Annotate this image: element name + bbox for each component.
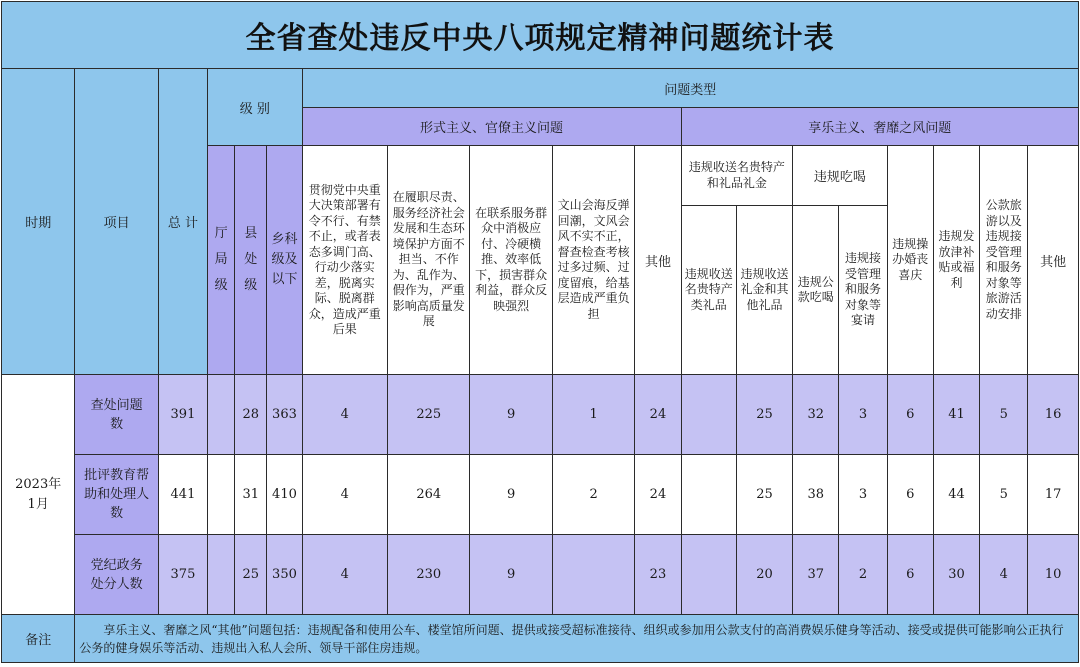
- cell-f3: 9: [470, 535, 552, 615]
- cell-h1: [681, 535, 736, 615]
- table-title: 全省查处违反中央八项规定精神问题统计表: [2, 2, 1079, 69]
- cell-h8: 17: [1028, 455, 1079, 535]
- header-formalism-col-3: 在联系服务群众中消极应付、冷硬横推、效率低下，损害群众利益，群众反映强烈: [470, 146, 552, 375]
- note-text: [75, 615, 1079, 663]
- header-hedonism-col-travel: 公款旅游以及违规接受管理和服务对象等旅游活动安排: [980, 146, 1028, 375]
- cell-h2: 20: [736, 535, 792, 615]
- header-hedonism-col-wedding: 违规操办婚丧喜庆: [887, 146, 933, 375]
- cell-xian: 28: [235, 375, 267, 455]
- cell-h3: 32: [793, 375, 839, 455]
- header-hedonism-group: 享乐主义、奢靡之风问题: [681, 108, 1078, 146]
- table-row: [2, 535, 1079, 615]
- cell-xian: 31: [235, 455, 267, 535]
- note-text-content: 享乐主义、奢靡之风“其他”问题包括：违规配备和使用公车、楼堂馆所问题、提供或接受超标准接待、组织或参加用公款支付的高消费娱乐健身等活动、接受或提供可能影响公正执行公务的健身娱乐等活动、违规出入私人会所、领导干部住房违规。: [79, 622, 1064, 655]
- cell-h5: 6: [887, 375, 933, 455]
- cell-f3: 9: [470, 455, 552, 535]
- cell-f2: 264: [388, 455, 470, 535]
- cell-h2: 25: [736, 375, 792, 455]
- cell-f4: 2: [552, 455, 634, 535]
- cell-f3: 9: [470, 375, 552, 455]
- cell-total: 441: [158, 455, 207, 535]
- header-gift-col-1: 违规收送名贵特产类礼品: [681, 206, 736, 375]
- cell-h4: 3: [839, 375, 887, 455]
- row-label-text: 党纪政务处分人数: [90, 557, 143, 592]
- header-level: 级 别: [208, 69, 302, 146]
- header-level-ting: [208, 146, 235, 375]
- header-dining-col-2: 违规接受管理和服务对象等宴请: [839, 206, 887, 375]
- cell-h7: 5: [980, 455, 1028, 535]
- cell-xiang: 363: [267, 375, 302, 455]
- cell-h4: 2: [839, 535, 887, 615]
- cell-h5: 6: [887, 535, 933, 615]
- cell-h6: 41: [933, 375, 979, 455]
- cell-f4: 1: [552, 375, 634, 455]
- cell-xiang: 410: [267, 455, 302, 535]
- header-formalism-group: 形式主义、官僚主义问题: [302, 108, 681, 146]
- cell-h6: 44: [933, 455, 979, 535]
- cell-f5: 23: [635, 535, 681, 615]
- cell-f1: 4: [302, 455, 387, 535]
- header-period: 时期: [2, 69, 75, 375]
- cell-f2: 225: [388, 375, 470, 455]
- cell-f4: [552, 535, 634, 615]
- cell-h3: 37: [793, 535, 839, 615]
- cell-f2: 230: [388, 535, 470, 615]
- cell-h8: 10: [1028, 535, 1079, 615]
- cell-xian: 25: [235, 535, 267, 615]
- cell-h4: 3: [839, 455, 887, 535]
- cell-xiang: 350: [267, 535, 302, 615]
- header-item: 项目: [75, 69, 158, 375]
- header-hedonism-col-allowance: 违规发放津补贴或福利: [933, 146, 979, 375]
- row-label-text: 查处问题数: [90, 397, 143, 432]
- statistics-table: [1, 1, 1079, 663]
- cell-f1: 4: [302, 375, 387, 455]
- cell-ting: [208, 375, 235, 455]
- cell-f5: 24: [635, 455, 681, 535]
- header-hedonism-col-other: 其他: [1028, 146, 1079, 375]
- cell-h7: 4: [980, 535, 1028, 615]
- header-total: 总 计: [158, 69, 207, 375]
- row-label-text: 批评教育帮助和处理人数: [84, 468, 150, 521]
- cell-h3: 38: [793, 455, 839, 535]
- header-level-ting-text: 厅局级: [214, 226, 228, 293]
- cell-ting: [208, 535, 235, 615]
- cell-h2: 25: [736, 455, 792, 535]
- period-cell: [2, 375, 75, 615]
- header-dining-col-1: 违规公款吃喝: [793, 206, 839, 375]
- table-row: [2, 375, 1079, 455]
- header-gift-group: 违规收送名贵特产和礼品礼金: [681, 146, 793, 206]
- cell-h5: 6: [887, 455, 933, 535]
- cell-h7: 5: [980, 375, 1028, 455]
- header-formalism-col-4: 文山会海反弹回潮，文风会风不实不正，督查检查考核过多过频、过度留痕，给基层造成严重负担: [552, 146, 634, 375]
- cell-h6: 30: [933, 535, 979, 615]
- header-dining-group: 违规吃喝: [793, 146, 887, 206]
- header-level-xian: [235, 146, 267, 375]
- header-formalism-col-1: 贯彻党中央重大决策部署有令不行、有禁不止，或者表态多调门高、行动少落实差，脱离实际、脱离群众，造成严重后果: [302, 146, 387, 375]
- header-level-xian-text: 县处级: [244, 226, 258, 293]
- cell-total: 375: [158, 535, 207, 615]
- row-label: [75, 535, 158, 615]
- header-gift-col-2: 违规收送礼金和其他礼品: [736, 206, 792, 375]
- period-text: 2023年1月: [15, 476, 62, 512]
- cell-f1: 4: [302, 535, 387, 615]
- header-level-xiang: [267, 146, 302, 375]
- cell-h1: [681, 455, 736, 535]
- row-label: [75, 375, 158, 455]
- table-row: [2, 455, 1079, 535]
- header-level-xiang-text: 乡科级及以下: [271, 232, 298, 287]
- cell-total: 391: [158, 375, 207, 455]
- cell-f5: 24: [635, 375, 681, 455]
- header-formalism-col-2: 在履职尽责、服务经济社会发展和生态环境保护方面不担当、不作为、乱作为、假作为，严重影响高质量发展: [388, 146, 470, 375]
- row-label: [75, 455, 158, 535]
- header-problem-type: 问题类型: [302, 69, 1078, 108]
- note-label: 备注: [2, 615, 75, 663]
- header-formalism-col-other: 其他: [635, 146, 681, 375]
- cell-ting: [208, 455, 235, 535]
- cell-h8: 16: [1028, 375, 1079, 455]
- cell-h1: [681, 375, 736, 455]
